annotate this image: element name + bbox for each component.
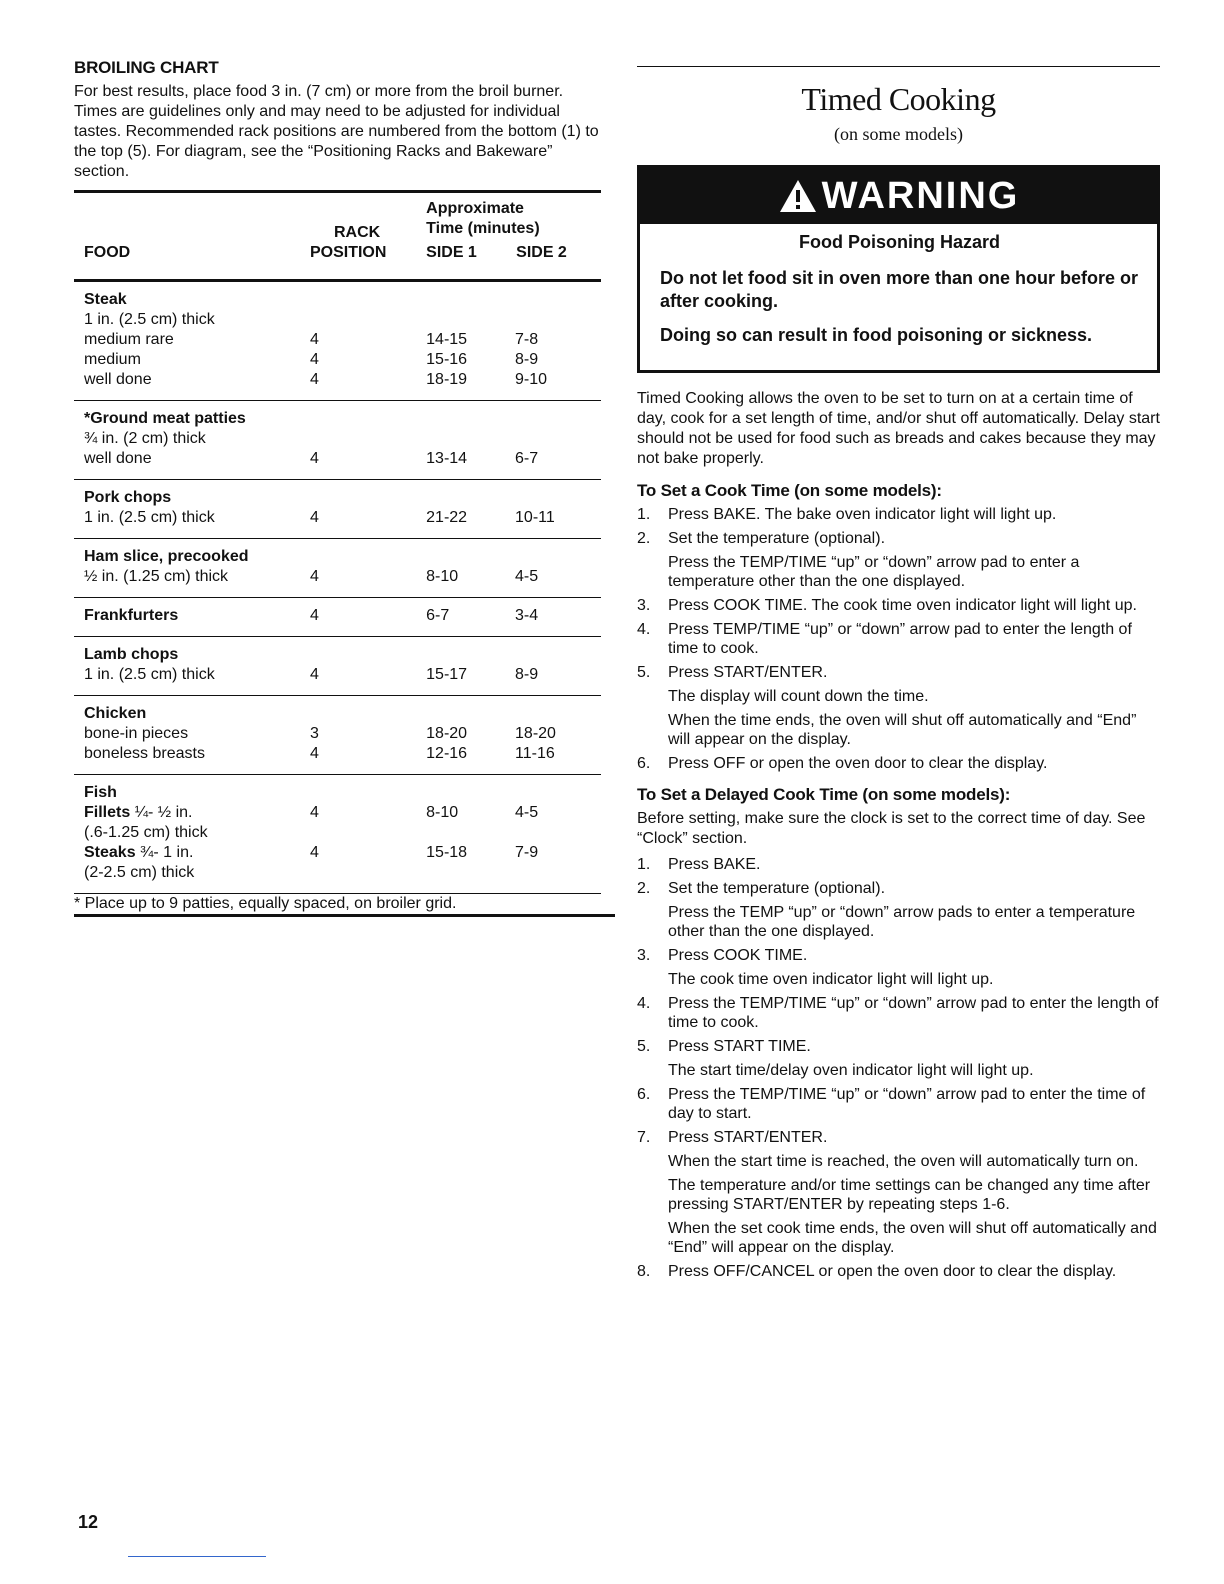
table-header-row [74, 192, 601, 281]
step-text: Press TEMP/TIME “up” or “down” arrow pad to enter the length of time to cook. [668, 621, 1132, 657]
list-item [637, 620, 1160, 658]
step-text: Press OFF or open the oven door to clear the display. [668, 755, 1048, 772]
step-text: Press the TEMP/TIME “up” or “down” arrow pad to enter the time of day to start. [668, 1086, 1146, 1122]
list-item [637, 879, 1160, 941]
timed-cooking-section [637, 58, 1160, 1286]
step-number: 1. [637, 856, 651, 873]
table-row: Ham slice, precooked ½ in. (1.25 cm) thick 4 8-10 4-5 [74, 539, 601, 598]
divider [637, 66, 1160, 67]
table-row: *Ground meat patties ¾ in. (2 cm) thick well done 4 13-14 6-7 [74, 401, 601, 480]
table-row: Frankfurters 4 6-7 3-4 [74, 598, 601, 637]
step-number: 3. [637, 947, 651, 964]
table-row: Pork chops 1 in. (2.5 cm) thick 4 21-22 10-11 [74, 480, 601, 539]
table-row: Steak 1 in. (2.5 cm) thick medium rare medium well done 4 4 4 14-15 15-16 18-19 7-8 8-9 9-10 [74, 281, 601, 401]
page-number: 12 [78, 1512, 99, 1532]
list-item [637, 663, 1160, 749]
cook-time-heading: To Set a Cook Time (on some models): [637, 481, 942, 500]
step-text: Press COOK TIME. The cook time oven indicator light will light up. [668, 597, 1137, 614]
step-number: 8. [637, 1263, 651, 1280]
broiling-section [74, 58, 601, 917]
table-row: Lamb chops 1 in. (2.5 cm) thick 4 15-17 8-9 [74, 637, 601, 696]
timed-intro: Timed Cooking allows the oven to be set to turn on at a certain time of day, cook for a set length of time, and/or shut off automatically. Delay start should not be used for food such as breads and cakes because they may not bake properly. [637, 390, 1160, 467]
divider [74, 914, 615, 917]
list-item [637, 1037, 1160, 1080]
step-text: Press the TEMP/TIME “up” or “down” arrow pad to enter the length of time to cook. [668, 995, 1159, 1031]
table-row: Fish Fillets ¼- ½ in. (.6-1.25 cm) thick Steaks ¾- 1 in. (2-2.5 cm) thick 4 4 8-10 15-18 4-5 7-9 [74, 775, 601, 894]
warning-box [637, 165, 1160, 373]
step-text: Press BAKE. The bake oven indicator light will light up. [668, 506, 1057, 523]
list-item [637, 1085, 1160, 1123]
warning-text: Doing so can result in food poisoning or sickness. [660, 325, 1093, 345]
footnote: * Place up to 9 patties, equally spaced, on broiler grid. [74, 894, 601, 915]
step-number: 2. [637, 880, 651, 897]
broiling-intro: For best results, place food 3 in. (7 cm) or more from the broil burner. Times are guidelines only and may need to be adjusted for individual tastes. Recommended rack positions are numbered from the bottom (1) to the top (5). For diagram, see the “Positioning Racks and Bakeware” section. [74, 83, 599, 180]
list-item [637, 529, 1160, 591]
step-number: 6. [637, 755, 651, 772]
step-number: 2. [637, 530, 651, 547]
step-number: 4. [637, 995, 651, 1012]
list-item [637, 946, 1160, 989]
list-item [637, 855, 1160, 874]
step-text: Press OFF/CANCEL or open the oven door to clear the display. [668, 1263, 1117, 1280]
broiling-table [74, 190, 601, 914]
step-number: 5. [637, 664, 651, 681]
step-text: The start time/delay oven indicator light will light up. [668, 1062, 1034, 1079]
step-text: Press the TEMP/TIME “up” or “down” arrow pad to enter a temperature other than the one displayed. [668, 554, 1080, 590]
warning-triangle-icon [778, 178, 818, 214]
table-row: Chicken bone-in pieces boneless breasts 3 4 18-20 12-16 18-20 11-16 [74, 696, 601, 775]
step-text: Set the temperature (optional). [668, 530, 886, 547]
step-number: 7. [637, 1129, 651, 1146]
cook-time-steps [637, 505, 1160, 773]
list-item [637, 1262, 1160, 1281]
step-text: Set the temperature (optional). [668, 880, 886, 897]
warning-text: Do not let food sit in oven more than one hour before or after cooking. [660, 268, 1139, 311]
delayed-steps [637, 855, 1160, 1281]
step-text: Press START/ENTER. [668, 1129, 828, 1146]
step-text: The display will count down the time. [668, 688, 929, 705]
step-text: When the start time is reached, the oven will automatically turn on. [668, 1153, 1139, 1170]
header-side2: SIDE 2 [516, 244, 567, 261]
delayed-heading: To Set a Delayed Cook Time (on some models): [637, 785, 1011, 804]
step-number: 6. [637, 1086, 651, 1103]
list-item [637, 505, 1160, 524]
step-number: 4. [637, 621, 651, 638]
header-rack: RACK POSITION [310, 192, 426, 281]
broiling-chart-title: BROILING CHART [74, 58, 219, 77]
warning-header [640, 168, 1157, 224]
header-food: FOOD [74, 192, 310, 281]
step-text: The cook time oven indicator light will light up. [668, 971, 994, 988]
warning-label: WARNING [821, 174, 1020, 217]
list-item [637, 596, 1160, 615]
step-text: Press COOK TIME. [668, 947, 808, 964]
step-number: 3. [637, 597, 651, 614]
section-subtitle: (on some models) [834, 124, 963, 144]
divider [128, 1556, 266, 1557]
header-time: Approximate Time (minutes) SIDE 1 SIDE 2 [426, 192, 601, 281]
section-title: Timed Cooking [801, 81, 996, 117]
warning-hazard: Food Poisoning Hazard [799, 232, 1000, 252]
step-number: 1. [637, 506, 651, 523]
header-side1: SIDE 1 [426, 244, 477, 261]
step-number: 5. [637, 1038, 651, 1055]
list-item [637, 1128, 1160, 1257]
step-text: Press BAKE. [668, 856, 761, 873]
step-text: Press START TIME. [668, 1038, 811, 1055]
delayed-intro: Before setting, make sure the clock is set to the correct time of day. See “Clock” section. [637, 810, 1146, 847]
step-text: Press START/ENTER. [668, 664, 828, 681]
step-text: The temperature and/or time settings can be changed any time after pressing START/ENTER by repeating steps 1-6. [668, 1177, 1151, 1213]
list-item [637, 754, 1160, 773]
list-item [637, 994, 1160, 1032]
step-text: Press the TEMP “up” or “down” arrow pads to enter a temperature other than the one displayed. [668, 904, 1136, 940]
step-text: When the time ends, the oven will shut off automatically and “End” will appear on the display. [668, 712, 1137, 748]
footnote-row [74, 894, 601, 915]
step-text: When the set cook time ends, the oven will shut off automatically and “End” will appear on the display. [668, 1220, 1157, 1256]
